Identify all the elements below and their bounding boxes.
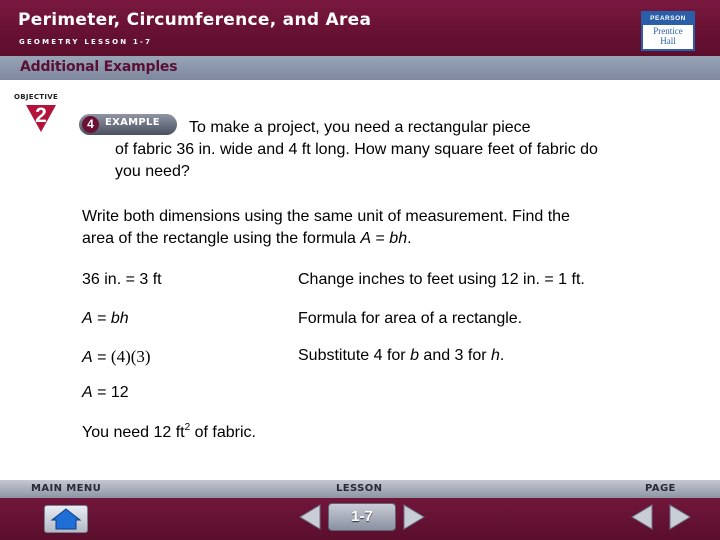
objective-label: OBJECTIVE [14, 93, 59, 101]
objective-badge [14, 93, 64, 138]
main-menu-button[interactable] [44, 505, 88, 533]
period: . [499, 347, 505, 364]
page-prev-button[interactable] [628, 503, 656, 531]
header-bar [0, 0, 720, 56]
var-A: A [360, 230, 372, 247]
step-1-left: 36 in. = 3 ft [82, 271, 162, 288]
logo-line-1: Prentice [653, 26, 683, 36]
step-1-right: Change inches to feet using 12 in. = 1 ft. [298, 271, 585, 288]
step-2-left [82, 310, 129, 328]
problem-line-1 [115, 117, 675, 139]
section-bar [0, 56, 720, 80]
problem-line-1-text: To make a project, you need a rectangular piece [189, 119, 531, 136]
conclusion-prefix: You need 12 ft [82, 424, 185, 441]
step-3-right-text-2: and 3 for [418, 347, 492, 364]
main-menu-label: MAIN MENU [31, 483, 102, 494]
var-bh: bh [389, 230, 408, 247]
lesson-next-button[interactable] [400, 503, 428, 531]
right-arrow-icon [400, 503, 428, 531]
lesson-number: 1-7 [328, 503, 396, 531]
section-title: Additional Examples [20, 59, 178, 75]
var-A: A [82, 349, 93, 366]
equals: = [92, 310, 111, 327]
logo-bottom-text [643, 26, 693, 46]
superscript: 2 [184, 422, 191, 433]
equals: = [92, 349, 111, 366]
result-value: = 12 [92, 384, 129, 401]
step-2-right: Formula for area of a rectangle. [298, 310, 523, 327]
page-next-button[interactable] [666, 503, 694, 531]
step-3-right [298, 347, 504, 365]
instruction-text [82, 206, 662, 250]
left-arrow-icon [296, 503, 324, 531]
page-title: Perimeter, Circumference, and Area [18, 10, 372, 30]
page-label: PAGE [645, 483, 676, 494]
right-arrow-icon [666, 503, 694, 531]
lesson-prev-button[interactable] [296, 503, 324, 531]
instruction-line-1: Write both dimensions using the same unit of measurement. Find the [82, 208, 570, 225]
var-bh: bh [110, 310, 129, 327]
var-h: h [491, 347, 500, 364]
step-3-left [82, 347, 151, 367]
problem-line-3: you need? [115, 163, 190, 180]
product-expression: (4)(3) [110, 347, 151, 366]
conclusion-text [82, 422, 256, 442]
problem-line-2: of fabric 36 in. wide and 4 ft long. How many square feet of fabric do [115, 141, 598, 158]
var-A: A [82, 310, 93, 327]
home-icon [45, 506, 87, 532]
problem-text [115, 117, 675, 183]
logo-top-text: PEARSON [643, 13, 693, 25]
instruction-line-2-prefix: area of the rectangle using the formula [82, 230, 361, 247]
example-number: 4 [82, 116, 99, 133]
example-label: EXAMPLE [105, 117, 160, 128]
equals: = [371, 230, 390, 247]
var-b: b [410, 347, 419, 364]
objective-number: 2 [35, 104, 47, 127]
step-4-left [82, 384, 129, 402]
step-3-right-text-1: Substitute 4 for [298, 347, 411, 364]
pearson-logo [641, 11, 695, 51]
left-arrow-icon [628, 503, 656, 531]
logo-line-2: Hall [660, 36, 676, 46]
var-A: A [82, 384, 93, 401]
period: . [407, 230, 412, 247]
lesson-label: LESSON [336, 483, 383, 494]
lesson-subtitle: GEOMETRY LESSON 1-7 [19, 38, 153, 46]
conclusion-suffix: of fabric. [190, 424, 256, 441]
instruction-line-2 [82, 228, 662, 250]
